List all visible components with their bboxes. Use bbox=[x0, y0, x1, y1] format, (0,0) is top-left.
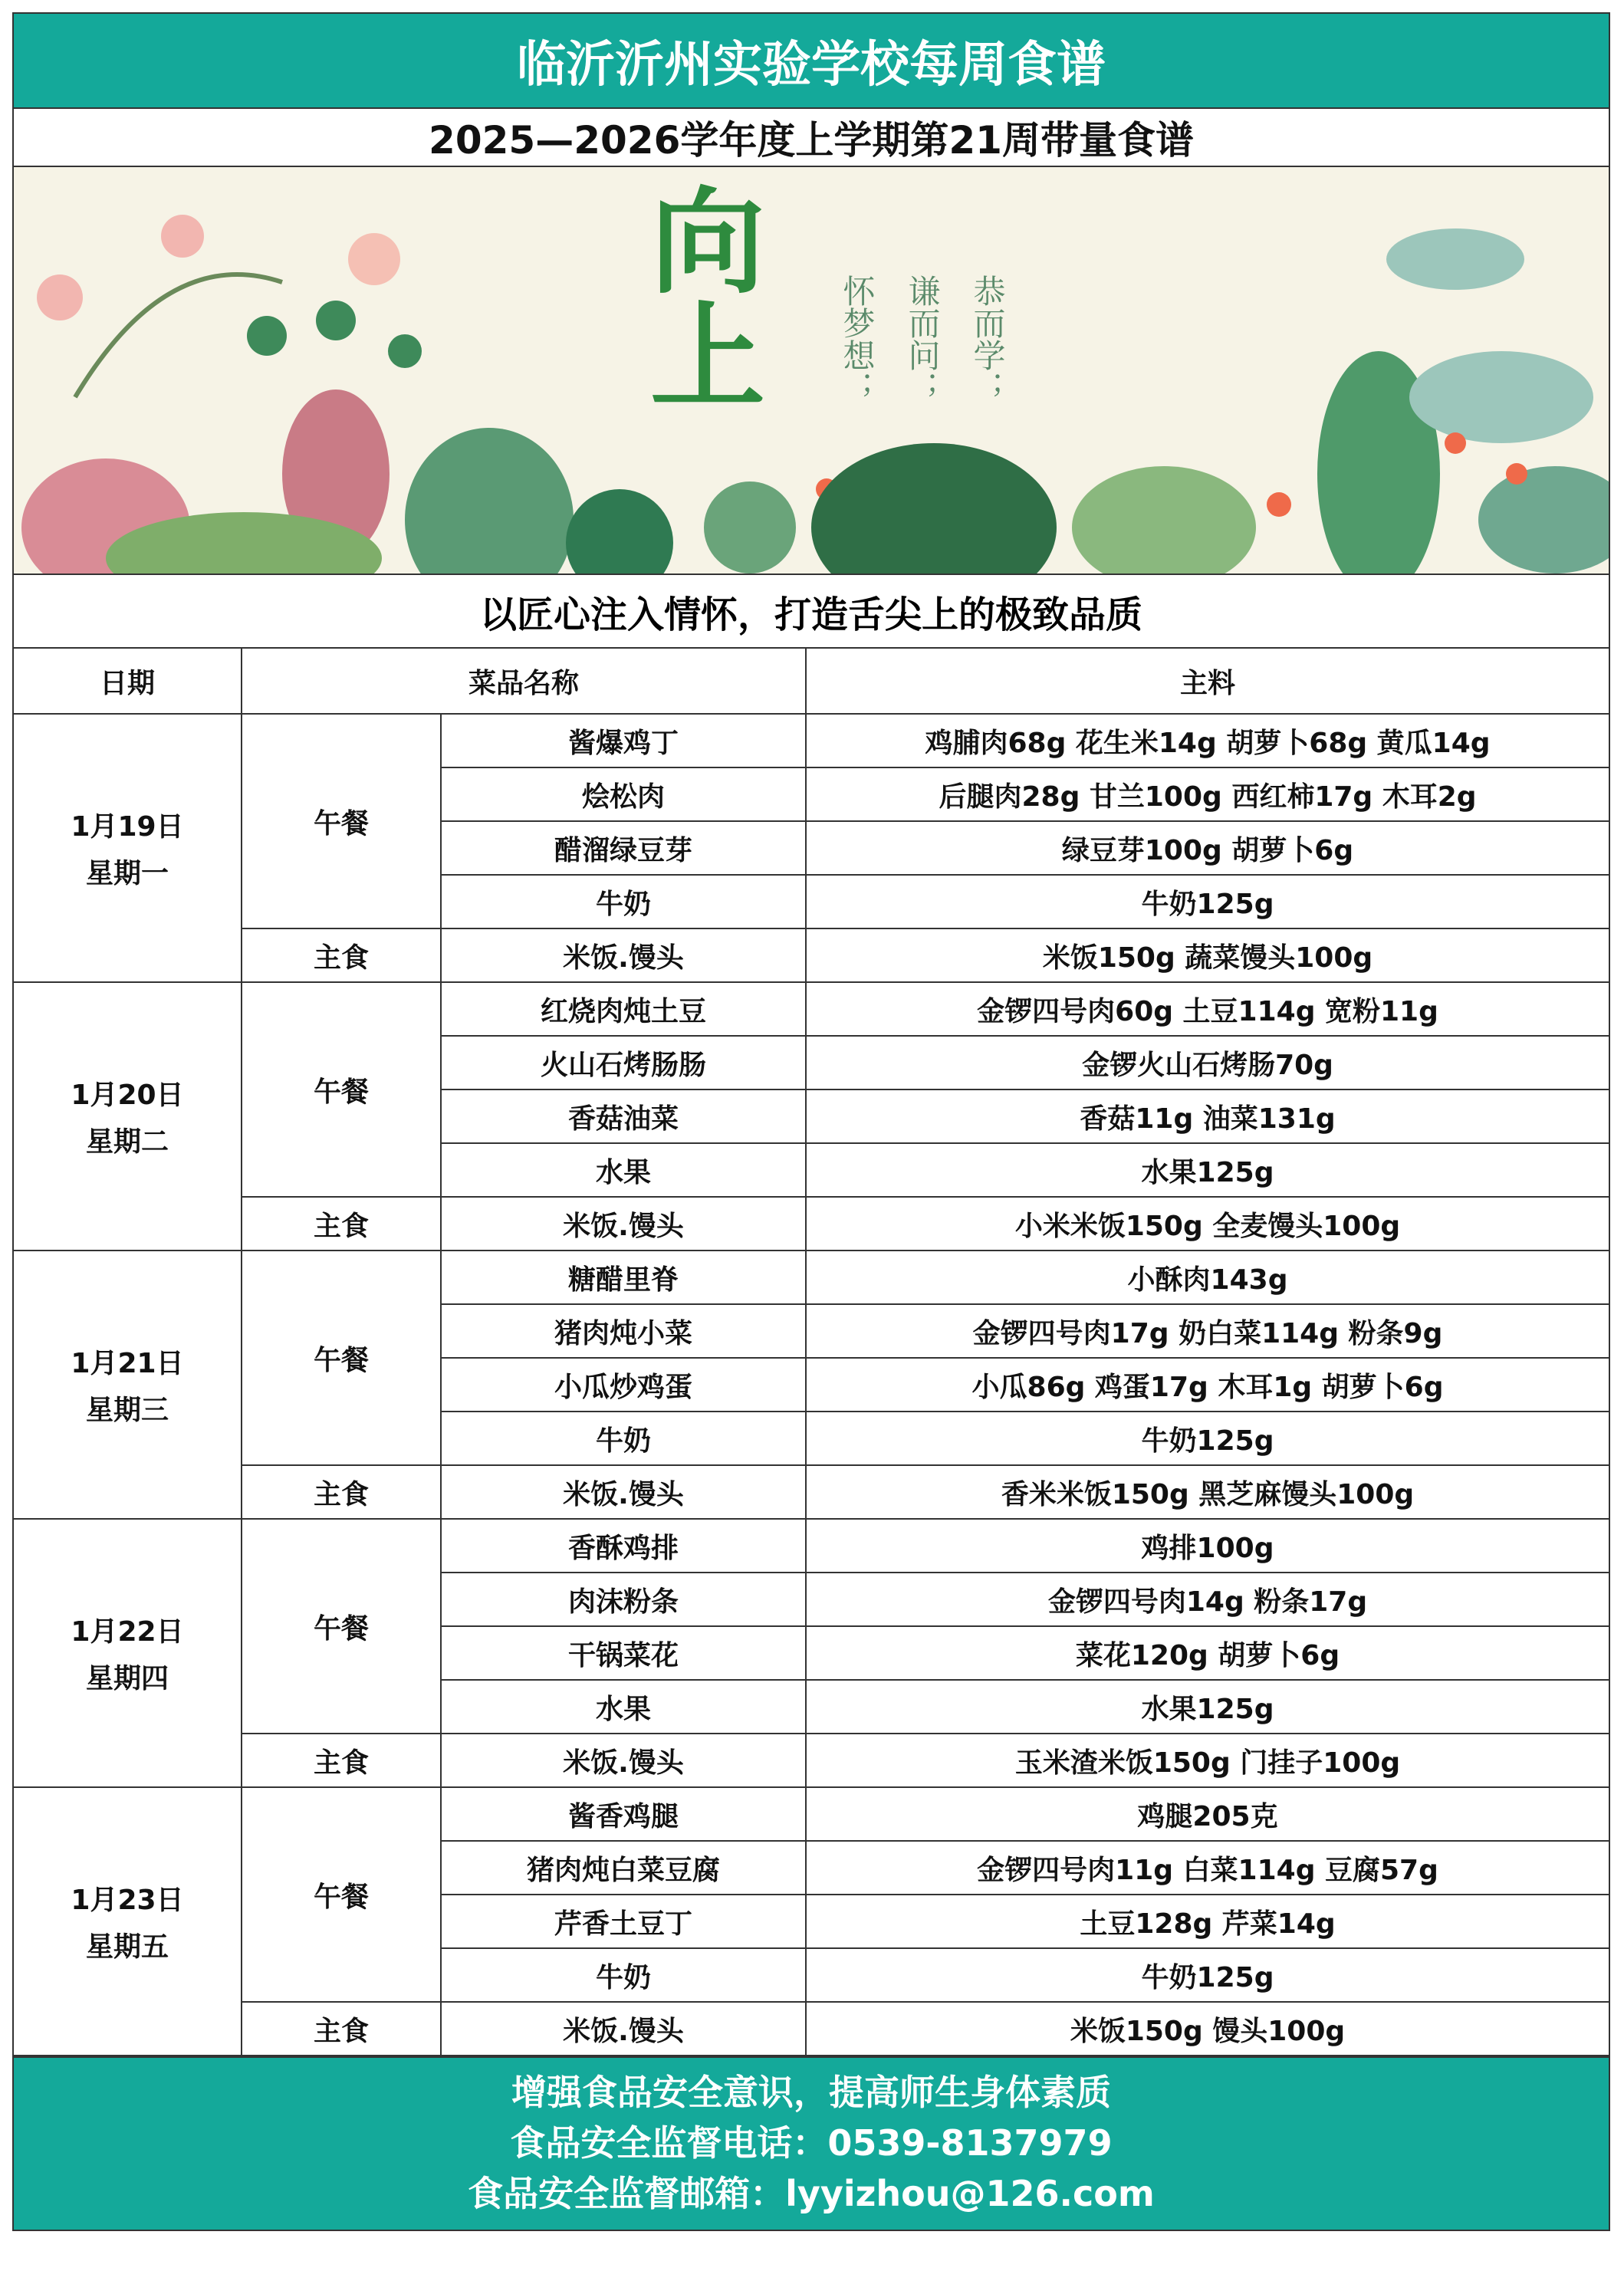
dish-name: 香菇油菜 bbox=[441, 1089, 806, 1143]
dish-name: 米饭.馒头 bbox=[441, 1734, 806, 1787]
dish-name: 醋溜绿豆芽 bbox=[441, 821, 806, 875]
weekday: 星期三 bbox=[85, 1395, 169, 1426]
meal-label: 主食 bbox=[242, 928, 441, 982]
meal-label: 午餐 bbox=[242, 1251, 441, 1465]
meal-label: 午餐 bbox=[242, 982, 441, 1197]
dish-ingredients: 牛奶125g bbox=[806, 1412, 1609, 1465]
table-row bbox=[14, 1465, 1609, 1519]
dish-ingredients: 香菇11g 油菜131g bbox=[806, 1089, 1609, 1143]
dish-ingredients: 金锣四号肉11g 白菜114g 豆腐57g bbox=[806, 1841, 1609, 1895]
meal-label: 午餐 bbox=[242, 714, 441, 928]
header-ingredients: 主料 bbox=[806, 649, 1609, 714]
menu-table bbox=[14, 649, 1609, 2056]
footer bbox=[14, 2056, 1609, 2230]
banner-column-2: 谦而问； bbox=[903, 274, 942, 403]
dish-ingredients: 绿豆芽100g 胡萝卜6g bbox=[806, 821, 1609, 875]
dish-name: 牛奶 bbox=[441, 875, 806, 928]
dish-name: 火山石烤肠肠 bbox=[441, 1036, 806, 1089]
date: 1月19日 bbox=[71, 811, 184, 843]
menu-sheet bbox=[12, 12, 1610, 2231]
date-cell bbox=[14, 1519, 242, 1787]
slogan: 以匠心注入情怀，打造舌尖上的极致品质 bbox=[14, 575, 1609, 649]
dish-ingredients: 土豆128g 芹菜14g bbox=[806, 1895, 1609, 1948]
date: 1月20日 bbox=[71, 1080, 184, 1111]
dish-ingredients: 小瓜86g 鸡蛋17g 木耳1g 胡萝卜6g bbox=[806, 1358, 1609, 1412]
meal-label: 主食 bbox=[242, 1197, 441, 1251]
dish-name: 牛奶 bbox=[441, 1948, 806, 2002]
table-row bbox=[14, 928, 1609, 982]
dish-ingredients: 牛奶125g bbox=[806, 875, 1609, 928]
dish-ingredients: 米饭150g 蔬菜馒头100g bbox=[806, 928, 1609, 982]
dish-ingredients: 香米米饭150g 黑芝麻馒头100g bbox=[806, 1465, 1609, 1519]
footer-phone: 食品安全监督电话：0539-8137979 bbox=[510, 2122, 1113, 2164]
header-date: 日期 bbox=[14, 649, 242, 714]
banner-image bbox=[14, 167, 1609, 575]
weekday: 星期一 bbox=[85, 858, 169, 889]
meal-label: 午餐 bbox=[242, 1519, 441, 1734]
weekday: 星期四 bbox=[85, 1663, 169, 1694]
date: 1月21日 bbox=[71, 1348, 184, 1379]
dish-ingredients: 后腿肉28g 甘兰100g 西红柿17g 木耳2g bbox=[806, 767, 1609, 821]
weekday: 星期五 bbox=[85, 1931, 169, 1963]
dish-ingredients: 小米米饭150g 全麦馒头100g bbox=[806, 1197, 1609, 1251]
dish-name: 香酥鸡排 bbox=[441, 1519, 806, 1573]
banner-column-3: 怀梦想； bbox=[838, 274, 876, 403]
dish-ingredients: 金锣四号肉60g 土豆114g 宽粉11g bbox=[806, 982, 1609, 1036]
dish-name: 小瓜炒鸡蛋 bbox=[441, 1358, 806, 1412]
dish-ingredients: 牛奶125g bbox=[806, 1948, 1609, 2002]
dish-ingredients: 米饭150g 馒头100g bbox=[806, 2002, 1609, 2056]
header-dish: 菜品名称 bbox=[242, 649, 806, 714]
table-header-row bbox=[14, 649, 1609, 714]
dish-ingredients: 金锣火山石烤肠70g bbox=[806, 1036, 1609, 1089]
page-subtitle: 2025—2026学年度上学期第21周带量食谱 bbox=[14, 109, 1609, 167]
date-cell bbox=[14, 714, 242, 982]
dish-name: 水果 bbox=[441, 1143, 806, 1197]
weekday: 星期二 bbox=[85, 1126, 169, 1158]
dish-ingredients: 水果125g bbox=[806, 1143, 1609, 1197]
table-row bbox=[14, 1251, 1609, 1304]
date: 1月22日 bbox=[71, 1616, 184, 1648]
table-row bbox=[14, 982, 1609, 1036]
dish-name: 烩松肉 bbox=[441, 767, 806, 821]
dish-name: 酱香鸡腿 bbox=[441, 1787, 806, 1841]
table-row bbox=[14, 1787, 1609, 1841]
dish-name: 酱爆鸡丁 bbox=[441, 714, 806, 767]
dish-ingredients: 水果125g bbox=[806, 1680, 1609, 1734]
date: 1月23日 bbox=[71, 1885, 184, 1916]
table-row bbox=[14, 2002, 1609, 2056]
meal-label: 主食 bbox=[242, 2002, 441, 2056]
meal-label: 主食 bbox=[242, 1734, 441, 1787]
dish-ingredients: 鸡腿205克 bbox=[806, 1787, 1609, 1841]
footer-slogan: 增强食品安全意识，提高师生身体素质 bbox=[511, 2072, 1111, 2113]
dish-name: 牛奶 bbox=[441, 1412, 806, 1465]
dish-ingredients: 小酥肉143g bbox=[806, 1251, 1609, 1304]
table-row bbox=[14, 714, 1609, 767]
banner-big-char-1: 向 bbox=[650, 176, 766, 310]
table-row bbox=[14, 1519, 1609, 1573]
dish-name: 水果 bbox=[441, 1680, 806, 1734]
dish-ingredients: 金锣四号肉14g 粉条17g bbox=[806, 1573, 1609, 1626]
dish-name: 红烧肉炖土豆 bbox=[441, 982, 806, 1036]
banner-big-char-2: 上 bbox=[650, 291, 766, 425]
dish-name: 芹香土豆丁 bbox=[441, 1895, 806, 1948]
dish-name: 肉沫粉条 bbox=[441, 1573, 806, 1626]
meal-label: 主食 bbox=[242, 1465, 441, 1519]
dish-name: 米饭.馒头 bbox=[441, 2002, 806, 2056]
dish-ingredients: 菜花120g 胡萝卜6g bbox=[806, 1626, 1609, 1680]
dish-name: 猪肉炖白菜豆腐 bbox=[441, 1841, 806, 1895]
footer-email: 食品安全监督邮箱：lyyizhou@126.com bbox=[468, 2173, 1155, 2214]
dish-name: 猪肉炖小菜 bbox=[441, 1304, 806, 1358]
date-cell bbox=[14, 982, 242, 1251]
dish-name: 米饭.馒头 bbox=[441, 1197, 806, 1251]
dish-ingredients: 金锣四号肉17g 奶白菜114g 粉条9g bbox=[806, 1304, 1609, 1358]
dish-ingredients: 鸡排100g bbox=[806, 1519, 1609, 1573]
dish-ingredients: 鸡脯肉68g 花生米14g 胡萝卜68g 黄瓜14g bbox=[806, 714, 1609, 767]
date-cell bbox=[14, 1787, 242, 2056]
dish-name: 米饭.馒头 bbox=[441, 928, 806, 982]
page-title: 临沂沂州实验学校每周食谱 bbox=[14, 14, 1609, 109]
meal-label: 午餐 bbox=[242, 1787, 441, 2002]
banner-column-1: 恭而学； bbox=[968, 274, 1007, 403]
date-cell bbox=[14, 1251, 242, 1519]
dish-name: 糖醋里脊 bbox=[441, 1251, 806, 1304]
dish-name: 米饭.馒头 bbox=[441, 1465, 806, 1519]
dish-name: 干锅菜花 bbox=[441, 1626, 806, 1680]
dish-ingredients: 玉米渣米饭150g 门挂子100g bbox=[806, 1734, 1609, 1787]
table-row bbox=[14, 1197, 1609, 1251]
table-row bbox=[14, 1734, 1609, 1787]
